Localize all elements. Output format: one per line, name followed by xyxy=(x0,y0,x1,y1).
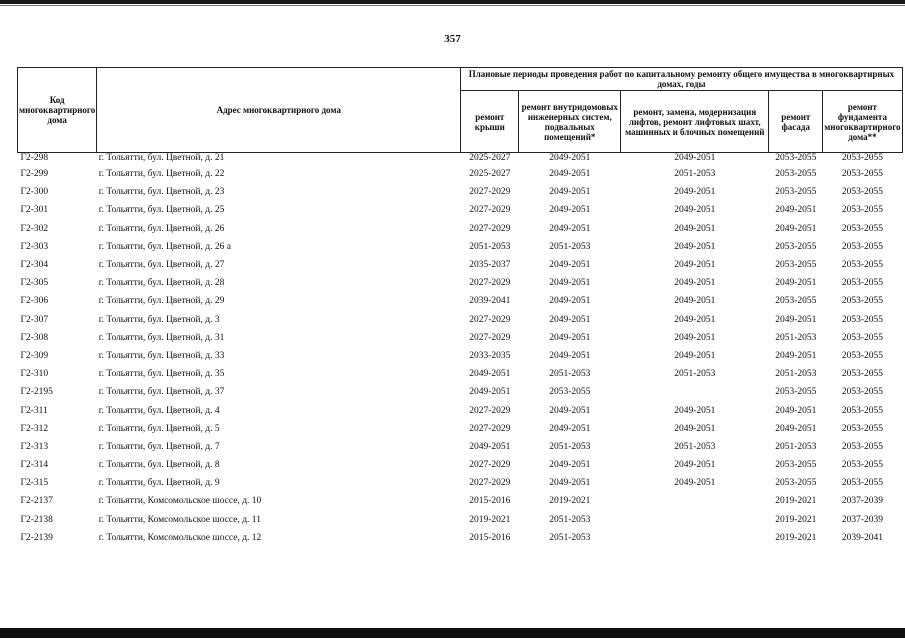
cell-code: Г2-299 xyxy=(20,169,49,180)
page-number: 357 xyxy=(444,33,461,45)
cell-roof: 2049-2051 xyxy=(469,387,511,398)
cell-systems: 2049-2051 xyxy=(549,187,591,198)
cell-facade: 2053-2055 xyxy=(775,387,817,398)
cell-facade: 2053-2055 xyxy=(775,169,817,180)
cell-address: г. Тольятти, бул. Цветной, д. 29 xyxy=(98,296,225,307)
cell-code: Г2-303 xyxy=(20,241,49,252)
cell-address: г. Тольятти, бул. Цветной, д. 26 а xyxy=(98,241,231,252)
table-row xyxy=(18,165,903,183)
cell-lifts: 2049-2051 xyxy=(674,205,716,216)
scan-bottom-border xyxy=(0,628,905,638)
cell-lifts: 2051-2053 xyxy=(674,369,716,380)
cell-roof: 2027-2029 xyxy=(469,223,511,234)
table-row xyxy=(18,256,903,274)
cell-lifts: 2051-2053 xyxy=(674,169,716,180)
table-row xyxy=(18,292,903,310)
cell-lifts: 2049-2051 xyxy=(674,350,716,361)
header-systems: ремонт внутридомовых инженерных систем, подвальных помещений* xyxy=(519,91,621,153)
cell-facade: 2051-2053 xyxy=(775,332,817,343)
cell-address: г. Тольятти, Комсомольское шоссе, д. 11 xyxy=(98,514,261,525)
cell-foundation: 2053-2055 xyxy=(841,187,883,198)
cell-foundation: 2039-2041 xyxy=(841,532,883,543)
cell-address: г. Тольятти, бул. Цветной, д. 33 xyxy=(98,350,225,361)
cell-foundation: 2053-2055 xyxy=(841,441,883,452)
cell-address: г. Тольятти, бул. Цветной, д. 25 xyxy=(98,205,225,216)
cell-foundation: 2053-2055 xyxy=(841,350,883,361)
table-row xyxy=(18,238,903,256)
cell-roof: 2027-2029 xyxy=(469,423,511,434)
cell-code: Г2-315 xyxy=(20,478,49,489)
scan-top-border xyxy=(0,0,905,4)
cell-roof: 2027-2029 xyxy=(469,405,511,416)
cell-foundation: 2053-2055 xyxy=(841,241,883,252)
cell-systems: 2049-2051 xyxy=(549,223,591,234)
cell-address: г. Тольятти, бул. Цветной, д. 21 xyxy=(98,153,225,163)
table-row xyxy=(18,383,903,401)
cell-address: г. Тольятти, бул. Цветной, д. 9 xyxy=(98,478,220,489)
cell-foundation: 2053-2055 xyxy=(841,260,883,271)
cell-facade: 2049-2051 xyxy=(775,223,817,234)
cell-facade: 2053-2055 xyxy=(775,296,817,307)
table-row xyxy=(18,456,903,474)
cell-lifts xyxy=(621,383,769,401)
cell-roof: 2027-2029 xyxy=(469,460,511,471)
cell-systems: 2049-2051 xyxy=(549,153,591,163)
cell-lifts: 2049-2051 xyxy=(674,241,716,252)
cell-code: Г2-313 xyxy=(20,441,49,452)
cell-systems: 2049-2051 xyxy=(549,332,591,343)
table-row xyxy=(18,347,903,365)
cell-lifts xyxy=(621,529,769,547)
header-address: Адрес многоквартирного дома xyxy=(97,68,461,153)
cell-lifts: 2049-2051 xyxy=(674,332,716,343)
cell-lifts: 2049-2051 xyxy=(674,278,716,289)
cell-roof: 2027-2029 xyxy=(469,278,511,289)
cell-roof: 2025-2027 xyxy=(469,169,511,180)
cell-systems: 2049-2051 xyxy=(549,460,591,471)
cell-lifts: 2049-2051 xyxy=(674,223,716,234)
table-row xyxy=(18,492,903,510)
cell-facade: 2053-2055 xyxy=(775,241,817,252)
scan-top-border-thin xyxy=(0,5,905,6)
cell-address: г. Тольятти, бул. Цветной, д. 7 xyxy=(98,441,220,452)
table-row xyxy=(18,365,903,383)
cell-foundation: 2053-2055 xyxy=(841,205,883,216)
cell-address: г. Тольятти, бул. Цветной, д. 28 xyxy=(98,278,225,289)
cell-code: Г2-2139 xyxy=(20,532,53,543)
cell-code: Г2-304 xyxy=(20,260,49,271)
cell-foundation: 2053-2055 xyxy=(841,405,883,416)
cell-lifts: 2049-2051 xyxy=(674,314,716,325)
cell-lifts: 2049-2051 xyxy=(674,405,716,416)
cell-foundation: 2053-2055 xyxy=(841,460,883,471)
cell-code: Г2-306 xyxy=(20,296,49,307)
cell-systems: 2049-2051 xyxy=(549,278,591,289)
cell-facade: 2049-2051 xyxy=(775,423,817,434)
cell-systems: 2019-2021 xyxy=(549,496,591,507)
cell-systems: 2049-2051 xyxy=(549,169,591,180)
cell-code: Г2-300 xyxy=(20,187,49,198)
cell-address: г. Тольятти, Комсомольское шоссе, д. 10 xyxy=(98,496,262,507)
cell-foundation: 2037-2039 xyxy=(841,514,883,525)
cell-foundation: 2053-2055 xyxy=(841,169,883,180)
cell-roof: 2015-2016 xyxy=(469,496,511,507)
cell-foundation: 2037-2039 xyxy=(841,496,883,507)
cell-facade: 2051-2053 xyxy=(775,369,817,380)
table-row xyxy=(18,153,903,166)
cell-address: г. Тольятти, бул. Цветной, д. 37 xyxy=(98,387,225,398)
cell-foundation: 2053-2055 xyxy=(841,278,883,289)
cell-roof: 2027-2029 xyxy=(469,187,511,198)
cell-roof: 2035-2037 xyxy=(469,260,511,271)
header-code: Код многоквартирного дома xyxy=(18,68,97,153)
cell-facade: 2053-2055 xyxy=(775,260,817,271)
cell-lifts: 2049-2051 xyxy=(674,478,716,489)
header-row-1 xyxy=(18,68,903,91)
cell-address: г. Тольятти, бул. Цветной, д. 27 xyxy=(98,260,225,271)
cell-address: г. Тольятти, бул. Цветной, д. 8 xyxy=(98,460,220,471)
cell-facade: 2053-2055 xyxy=(775,478,817,489)
cell-facade: 2019-2021 xyxy=(775,514,817,525)
cell-lifts: 2049-2051 xyxy=(674,153,716,163)
cell-facade: 2019-2021 xyxy=(775,532,817,543)
cell-systems: 2051-2053 xyxy=(549,514,591,525)
cell-systems: 2053-2055 xyxy=(549,387,591,398)
cell-code: Г2-307 xyxy=(20,314,49,325)
cell-code: Г2-305 xyxy=(20,278,49,289)
cell-systems: 2051-2053 xyxy=(549,532,591,543)
cell-address: г. Тольятти, бул. Цветной, д. 23 xyxy=(98,187,225,198)
cell-code: Г2-312 xyxy=(20,423,49,434)
cell-roof: 2027-2029 xyxy=(469,314,511,325)
cell-systems: 2049-2051 xyxy=(549,423,591,434)
header-foundation: ремонт фундамента многоквартирного дома** xyxy=(823,91,902,153)
cell-facade: 2053-2055 xyxy=(775,153,817,163)
cell-roof: 2025-2027 xyxy=(469,153,511,163)
cell-address: г. Тольятти, бул. Цветной, д. 4 xyxy=(98,405,220,416)
cell-code: Г2-309 xyxy=(20,350,49,361)
header-facade: ремонт фасада xyxy=(769,91,823,153)
cell-address: г. Тольятти, бул. Цветной, д. 26 xyxy=(98,223,225,234)
cell-systems: 2051-2053 xyxy=(549,369,591,380)
cell-systems: 2049-2051 xyxy=(549,314,591,325)
table-row xyxy=(18,529,903,547)
header-lifts: ремонт, замена, модернизация лифтов, ремонт лифтовых шахт, машинных и блочных помещений xyxy=(621,91,769,153)
cell-roof: 2027-2029 xyxy=(469,205,511,216)
cell-systems: 2049-2051 xyxy=(549,260,591,271)
cell-code: Г2-302 xyxy=(20,223,49,234)
cell-address: г. Тольятти, бул. Цветной, д. 5 xyxy=(98,423,220,434)
cell-facade: 2049-2051 xyxy=(775,350,817,361)
cell-foundation: 2053-2055 xyxy=(841,223,883,234)
cell-roof: 2033-2035 xyxy=(469,350,511,361)
cell-facade: 2049-2051 xyxy=(775,314,817,325)
cell-facade: 2053-2055 xyxy=(775,187,817,198)
cell-foundation: 2053-2055 xyxy=(841,369,883,380)
table-row xyxy=(18,438,903,456)
cell-roof: 2049-2051 xyxy=(469,441,511,452)
cell-systems: 2051-2053 xyxy=(549,441,591,452)
cell-lifts xyxy=(621,492,769,510)
cell-code: Г2-301 xyxy=(20,205,49,216)
table-row xyxy=(18,201,903,219)
cell-facade: 2049-2051 xyxy=(775,205,817,216)
table-row xyxy=(18,401,903,419)
cell-foundation: 2053-2055 xyxy=(841,332,883,343)
table-row xyxy=(18,511,903,529)
cell-systems: 2049-2051 xyxy=(549,478,591,489)
cell-code: Г2-308 xyxy=(20,332,49,343)
cell-systems: 2049-2051 xyxy=(549,296,591,307)
cell-foundation: 2053-2055 xyxy=(841,296,883,307)
cell-systems: 2049-2051 xyxy=(549,205,591,216)
cell-code: Г2-2137 xyxy=(20,496,53,507)
cell-roof: 2027-2029 xyxy=(469,478,511,489)
cell-foundation: 2053-2055 xyxy=(841,478,883,489)
cell-lifts xyxy=(621,511,769,529)
cell-code: Г2-311 xyxy=(20,405,48,416)
cell-roof: 2027-2029 xyxy=(469,332,511,343)
header-periods: Плановые периоды проведения работ по капитальному ремонту общего имущества в многоквартирных домах, годы xyxy=(461,68,902,91)
cell-systems: 2049-2051 xyxy=(549,405,591,416)
cell-code: Г2-2138 xyxy=(20,514,53,525)
cell-address: г. Тольятти, бул. Цветной, д. 22 xyxy=(98,169,225,180)
cell-foundation: 2053-2055 xyxy=(841,387,883,398)
cell-foundation: 2053-2055 xyxy=(841,314,883,325)
cell-roof: 2015-2016 xyxy=(469,532,511,543)
cell-facade: 2049-2051 xyxy=(775,405,817,416)
cell-code: Г2-298 xyxy=(20,153,49,163)
cell-roof: 2049-2051 xyxy=(469,369,511,380)
cell-roof: 2039-2041 xyxy=(469,296,511,307)
table-row xyxy=(18,329,903,347)
cell-address: г. Тольятти, бул. Цветной, д. 35 xyxy=(98,369,225,380)
cell-lifts: 2049-2051 xyxy=(674,460,716,471)
cell-address: г. Тольятти, бул. Цветной, д. 3 xyxy=(98,314,220,325)
cell-roof: 2019-2021 xyxy=(469,514,511,525)
repair-schedule-table xyxy=(17,67,903,547)
cell-facade: 2049-2051 xyxy=(775,278,817,289)
cell-lifts: 2051-2053 xyxy=(674,441,716,452)
header-roof: ремонт крыши xyxy=(461,91,519,153)
table-row xyxy=(18,220,903,238)
cell-lifts: 2049-2051 xyxy=(674,187,716,198)
table-row xyxy=(18,311,903,329)
cell-code: Г2-314 xyxy=(20,460,49,471)
cell-systems: 2051-2053 xyxy=(549,241,591,252)
cell-facade: 2053-2055 xyxy=(775,460,817,471)
cell-foundation: 2053-2055 xyxy=(841,423,883,434)
cell-foundation: 2053-2055 xyxy=(841,153,883,163)
cell-facade: 2051-2053 xyxy=(775,441,817,452)
table-row xyxy=(18,183,903,201)
cell-address: г. Тольятти, бул. Цветной, д. 31 xyxy=(98,332,225,343)
cell-lifts: 2049-2051 xyxy=(674,296,716,307)
cell-facade: 2019-2021 xyxy=(775,496,817,507)
cell-address: г. Тольятти, Комсомольское шоссе, д. 12 xyxy=(98,532,262,543)
table-row xyxy=(18,474,903,492)
cell-code: Г2-310 xyxy=(20,369,49,380)
cell-systems: 2049-2051 xyxy=(549,350,591,361)
cell-code: Г2-2195 xyxy=(20,387,53,398)
table-row xyxy=(18,274,903,292)
cell-roof: 2051-2053 xyxy=(469,241,511,252)
cell-lifts: 2049-2051 xyxy=(674,423,716,434)
cell-lifts: 2049-2051 xyxy=(674,260,716,271)
table-row xyxy=(18,420,903,438)
